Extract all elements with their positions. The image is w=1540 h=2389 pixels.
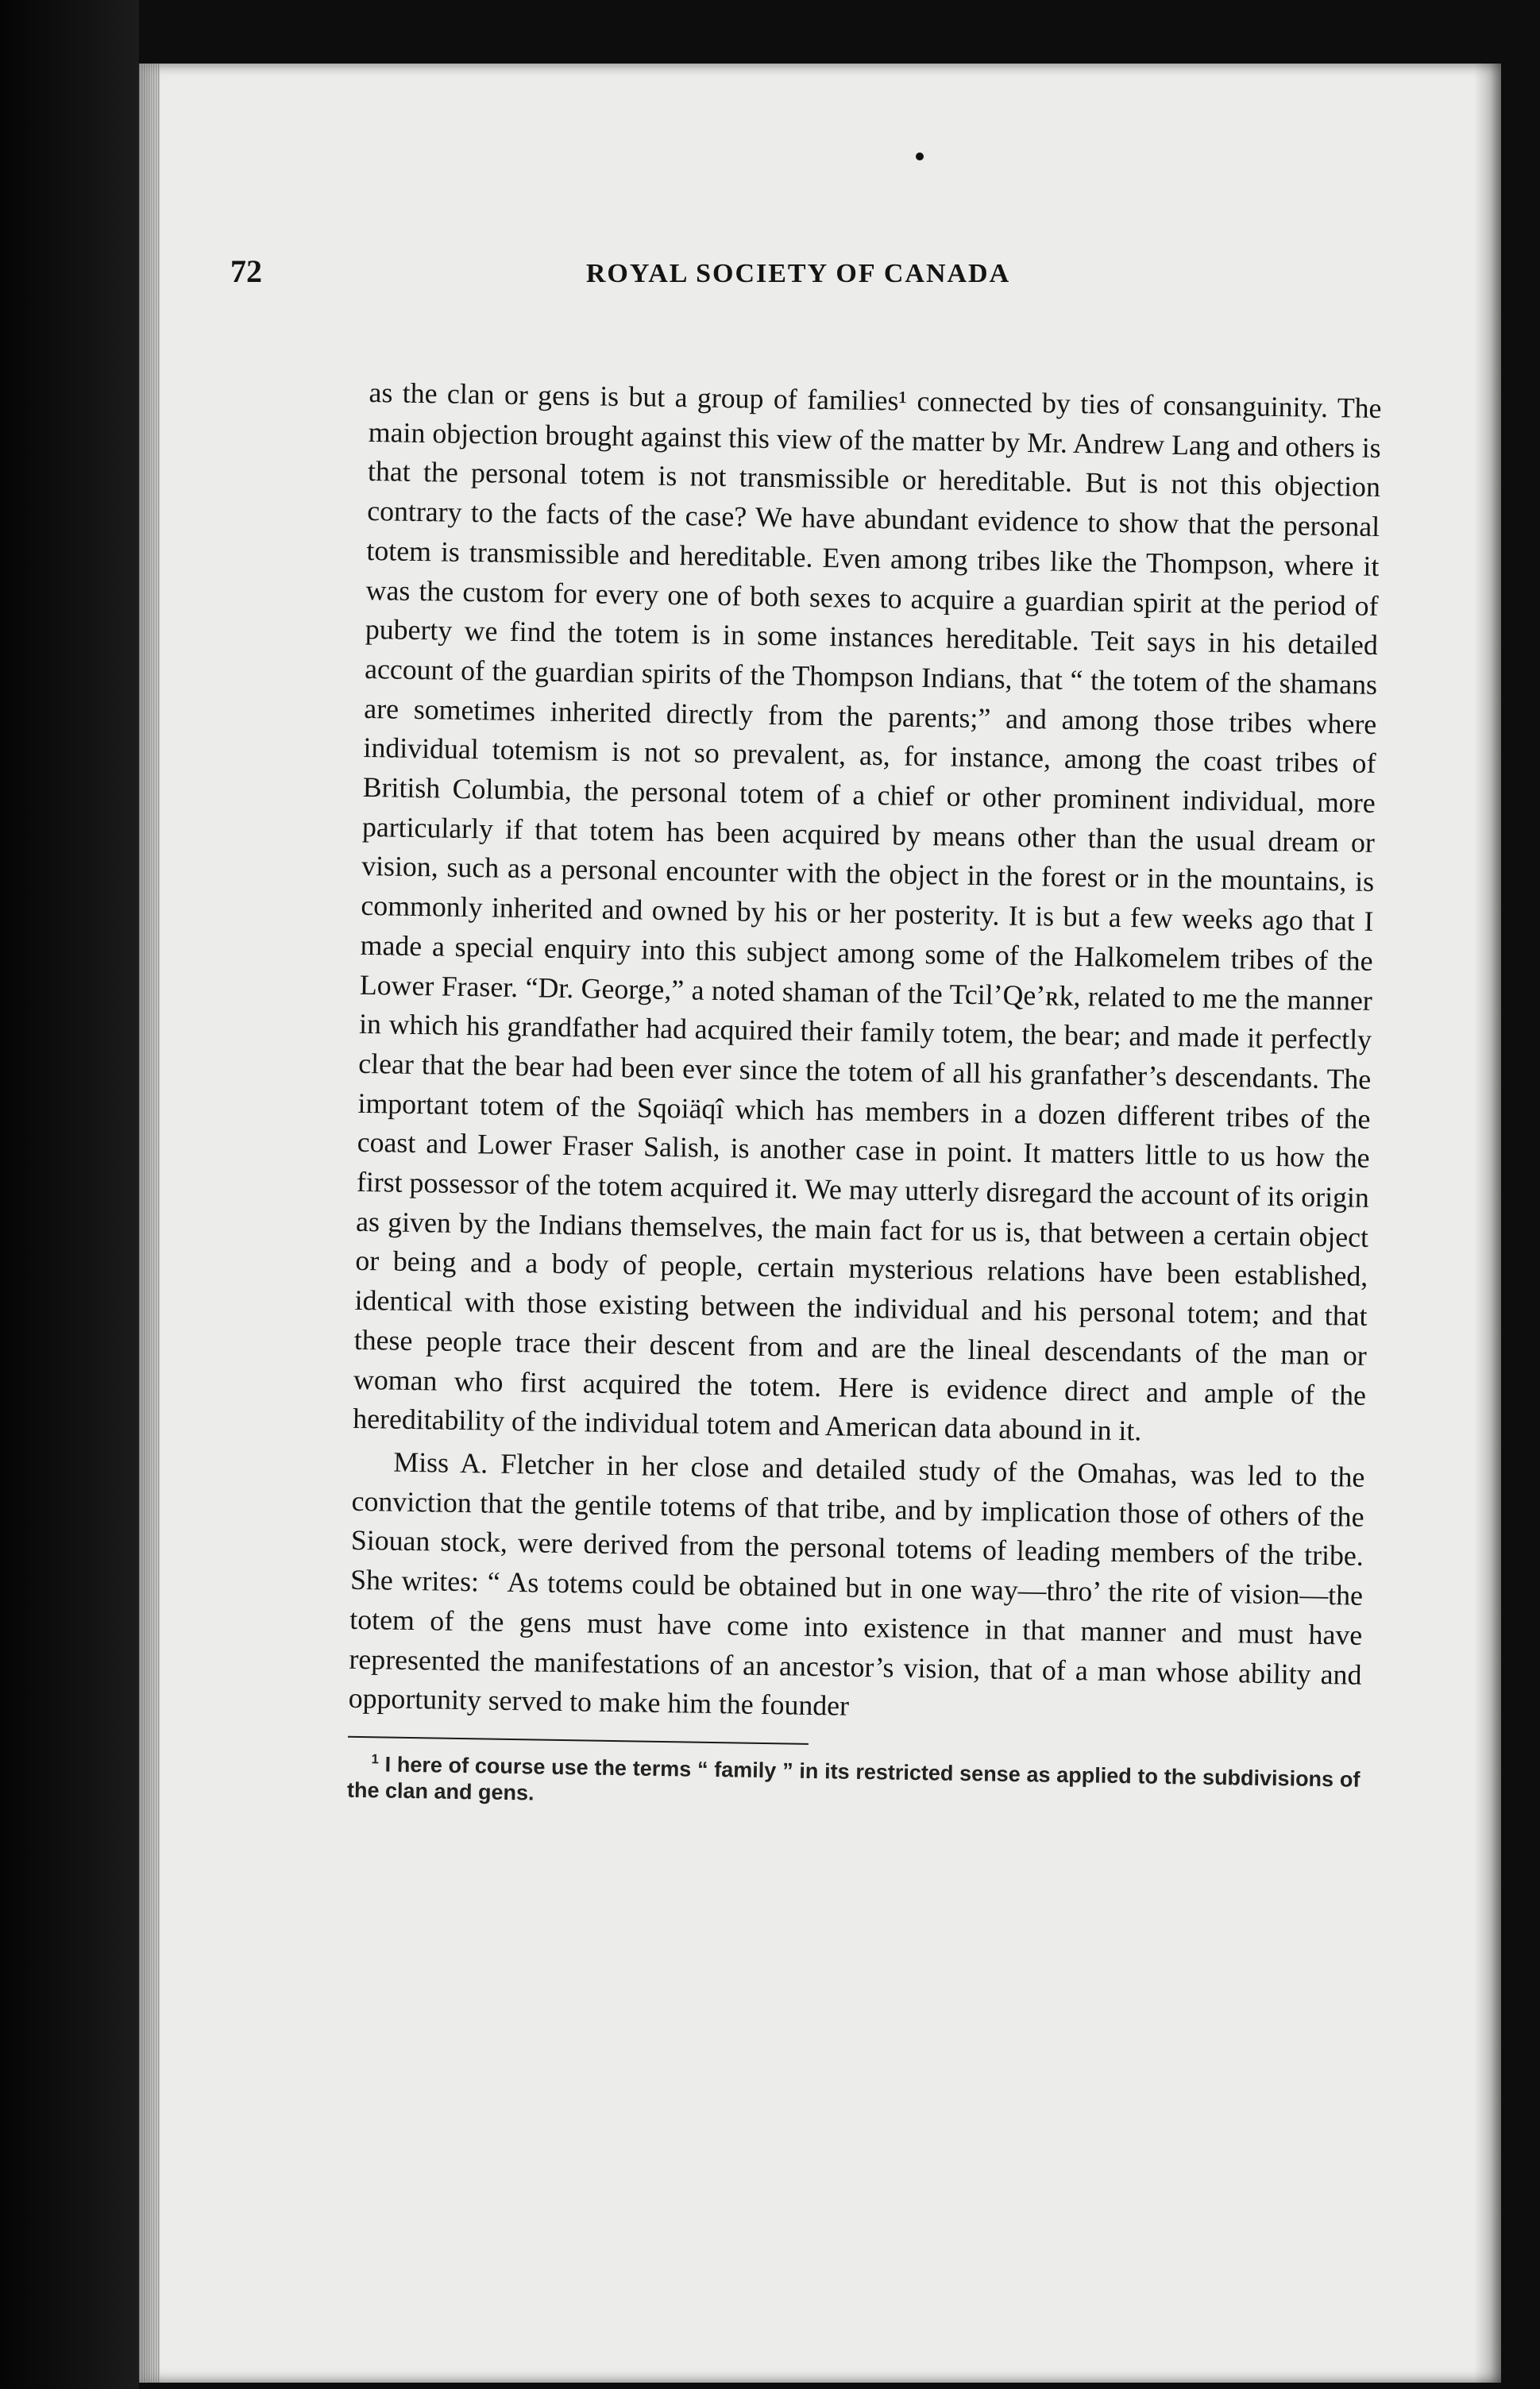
running-head: ROYAL SOCIETY OF CANADA	[585, 259, 1011, 288]
footnote-rule	[348, 1736, 809, 1745]
ink-speck	[916, 152, 924, 160]
paragraph: as the clan or gens is but a group of families¹ connected by ties of consanguinity. The main objection brought against this view of the matter by Mr. Andrew Lang and others is that the personal totem is not transmissible or hereditable. But is not this objection contrary to the facts of the case? We have abundant evidence to show that the personal totem is transmissible and hereditable. Even among tribes like the Thompson, where it was the custom for every one of both sexes to acquire a guardian spirit at the period of puberty we find the totem is in some instances hereditable. Teit says in his detailed account of the guardian spirits of the Thompson Indians, that “ the totem of the shamans are sometimes inherited directly from the parents;” and among those tribes where individual totemism is not so prevalent, as, for instance, among the coast tribes of British Columbia, the personal totem of a chief or other prominent individual, more particularly if that totem has been acquired by means other than the usual dream or vision, such as a personal encounter with the object in the forest or in the mountains, is commonly inherited and owned by his or her posterity. It is but a few weeks ago that I made a special enquiry into this subject among some of the Halkomelem tribes of the Lower Fraser. “Dr. George,” a noted shaman of the Tcil’Qe’ʀk, related to me the manner in which his grandfather had acquired their family totem, the bear; and made it perfectly clear that the bear had been ever since the totem of all his granfather’s descendants. The important totem of the Sqoiäqî which has members in a dozen different tribes of the coast and Lower Fraser Salish, is another case in point. It matters little to us how the first possessor of the totem acquired it. We may utterly disregard the account of its origin as given by the Indians themselves, the main fact for us is, that between a certain object or being and a body of people, certain mysterious relations have been established, identical with those existing between the individual and his personal totem; and that these people trace their descent from and are the lineal descendants of the man or woman who first acquired the totem. Here is evidence direct and ample of the hereditability of the individual totem and American data abound in it.	[353, 376, 1382, 1447]
footnote-text: I here of course use the terms “ family ” in its restricted sense as applied to the subdivisions of the clan and gens.	[346, 1752, 1361, 1805]
page-header	[230, 253, 1366, 308]
paragraph: Miss A. Fletcher in her close and detailed study of the Omahas, was led to the conviction that the gentile totems of that tribe, and by implication those of others of the Siouan stock, were derived from the personal totems of leading members of the tribe. She writes: “ As totems could be obtained but in one way—thro’ the rite of vision—the totem of the gens must have come into existence in that manner and must have represented the manifestations of an ancestor’s vision, that of a man whose ability and opportunity served to make him the founder	[348, 1445, 1365, 1722]
page-gutter-shadow	[1474, 64, 1501, 2383]
page-number: 72	[230, 253, 262, 289]
scan-background-left	[0, 0, 139, 2389]
body-text	[347, 373, 1382, 1820]
page-fore-edges	[139, 64, 160, 2383]
footnote-marker: 1	[371, 1751, 380, 1767]
